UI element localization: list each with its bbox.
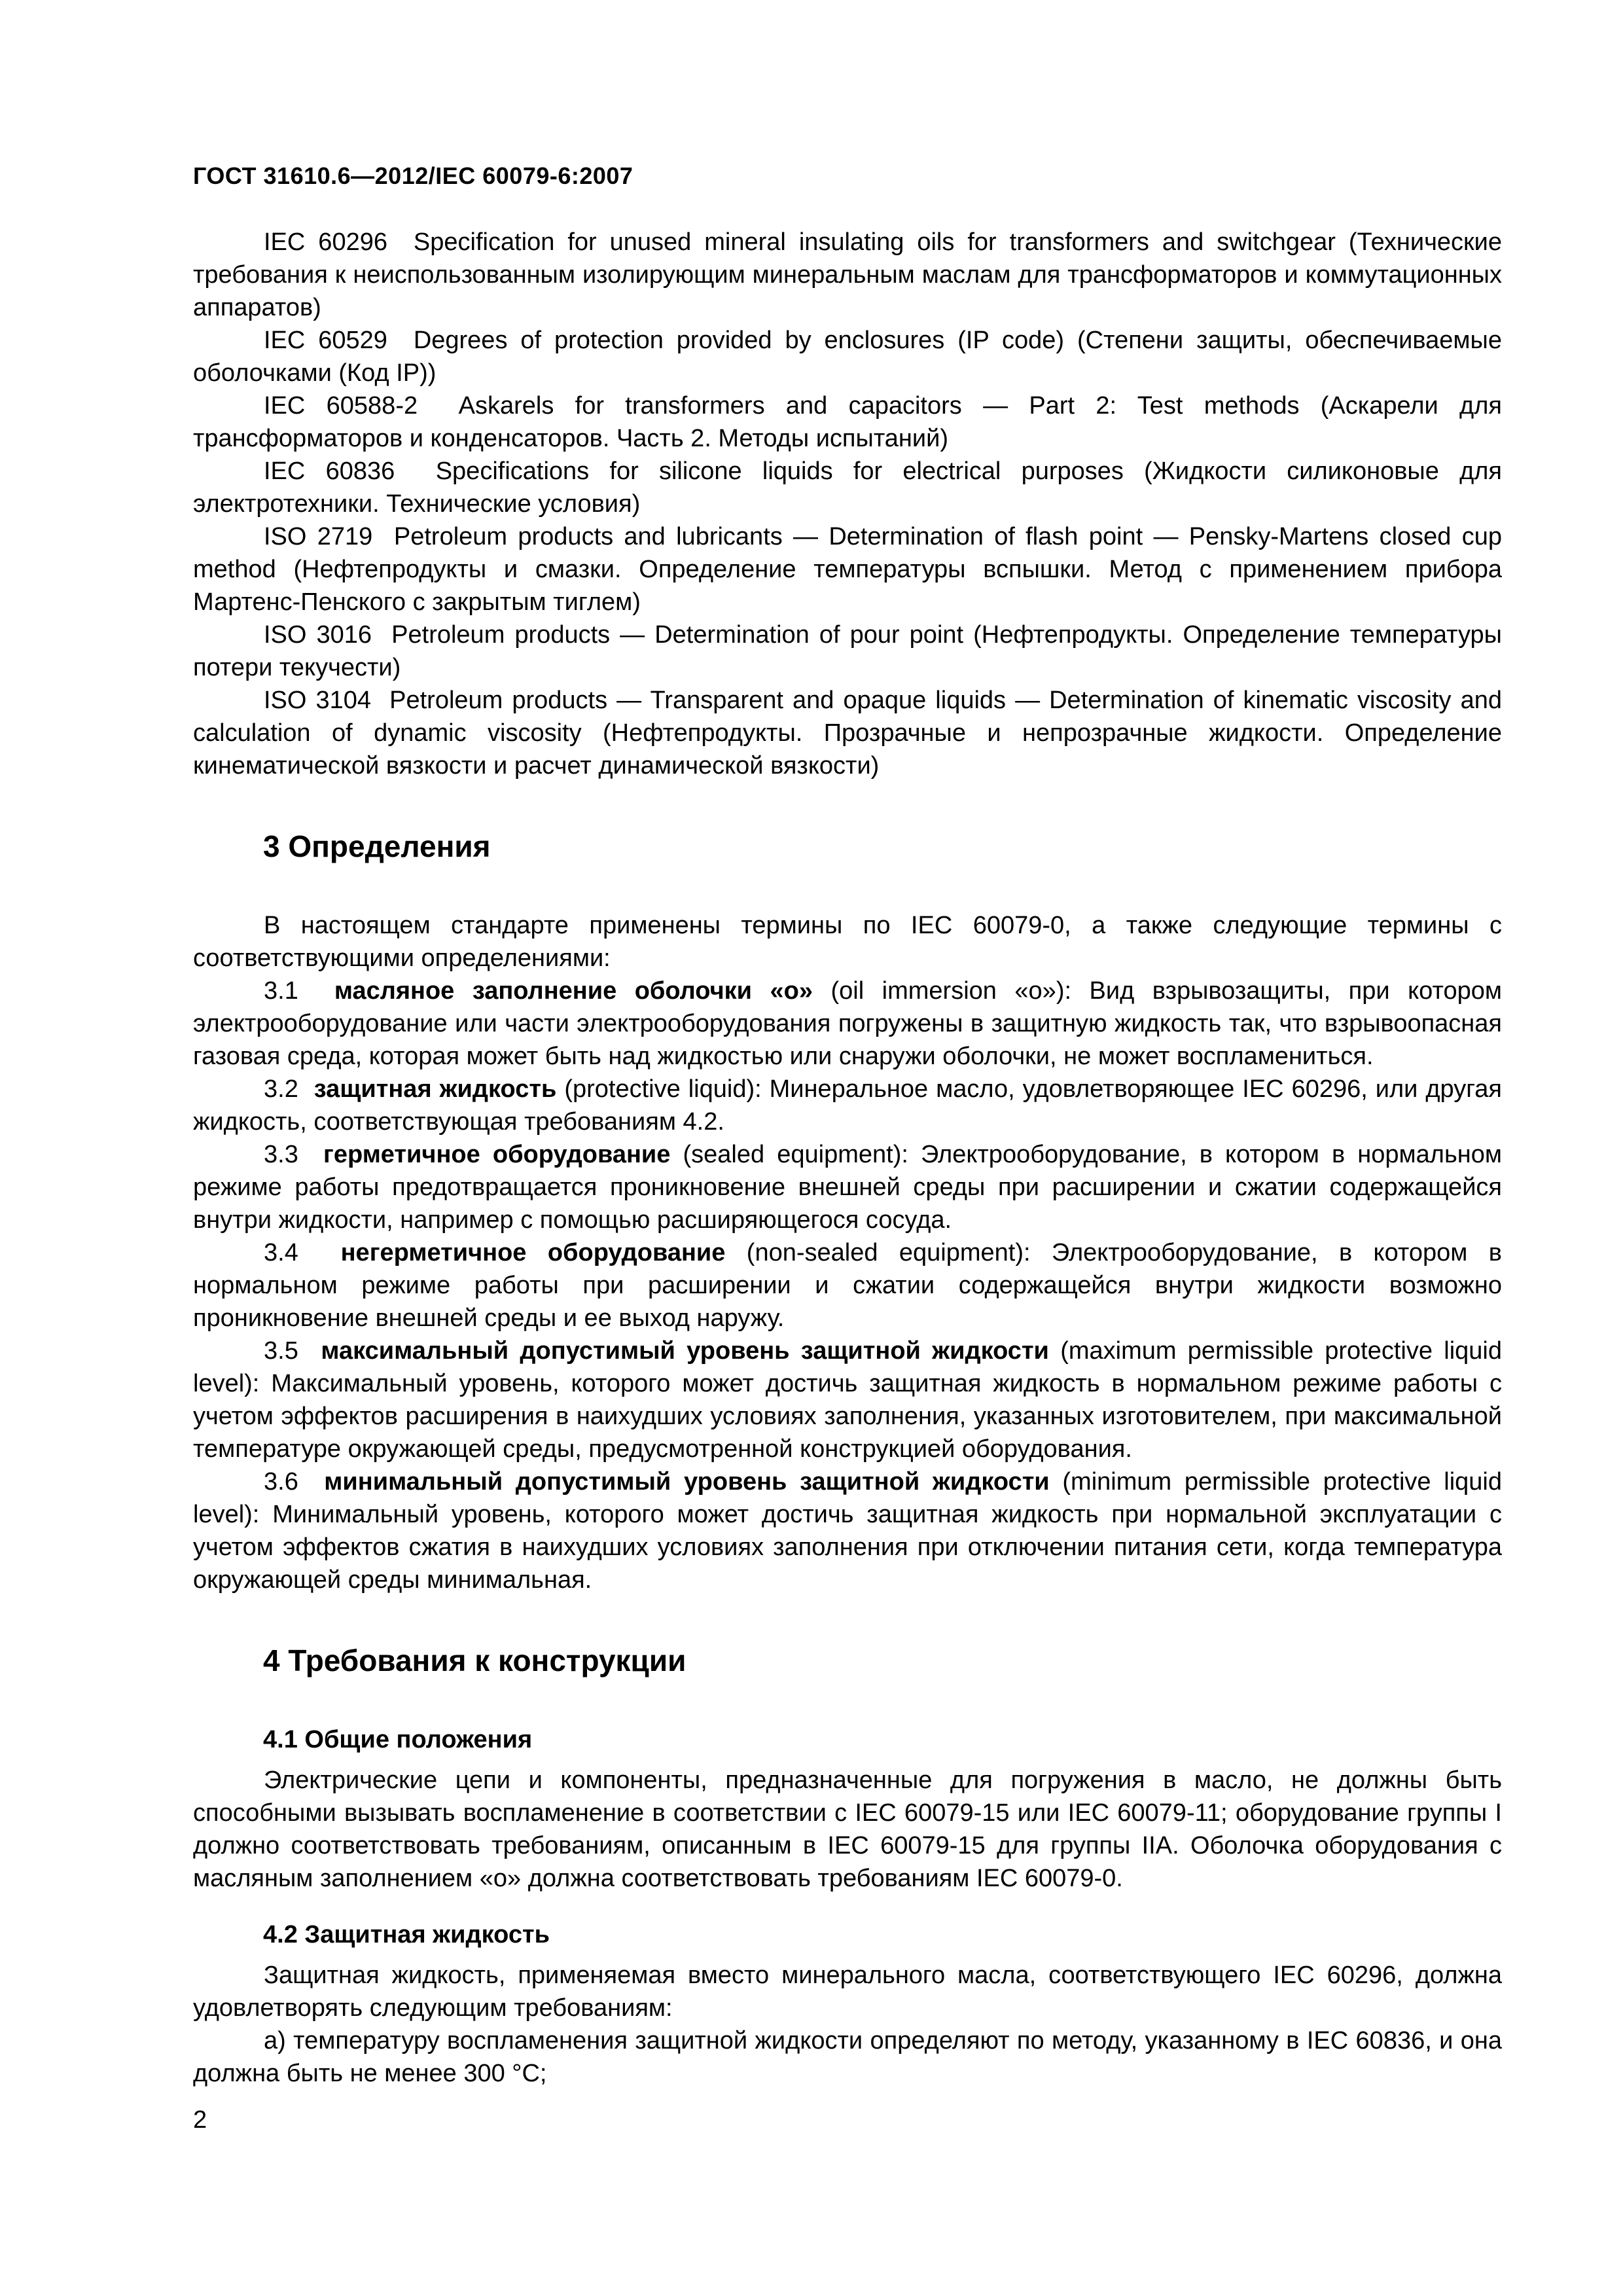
definitions-intro: В настоящем стандарте применены термины по IEC 60079-0, а также следующие термины с соответствующими определениями: bbox=[193, 912, 1502, 972]
definition-item bbox=[193, 1236, 1502, 1335]
reference-entry bbox=[193, 520, 1502, 619]
definition-term: герметичное оборудование bbox=[323, 1141, 671, 1168]
definition-item bbox=[193, 1138, 1502, 1236]
definition-text: (protective liquid): Минеральное масло, удовлетворяющее IEC 60296, или другая жидкость, соответствующая требованиям 4.2. bbox=[193, 1075, 1502, 1136]
definition-item bbox=[193, 975, 1502, 1073]
definitions-section bbox=[193, 909, 1502, 1596]
reference-code: IEC 60529 bbox=[264, 327, 387, 354]
reference-text: Degrees of protection provided by enclosures (IP code) (Степени защиты, обеспечиваемые оболочками (Код IP)) bbox=[193, 327, 1502, 387]
subsection-4-1-heading: 4.1 Общие положения bbox=[263, 1726, 533, 1753]
reference-entry bbox=[193, 619, 1502, 684]
reference-code: ISO 3104 bbox=[264, 687, 372, 714]
definition-number: 3.4 bbox=[264, 1239, 298, 1266]
subsection-4-2-heading: 4.2 Защитная жидкость bbox=[263, 1921, 550, 1948]
reference-entry bbox=[193, 455, 1502, 520]
definition-text: (maximum permissible protective liquid level): Максимальный уровень, которого может достичь защитная жидкость в нормальном режиме работы с учетом эффектов расширения в наихудших условиях заполнения, указанных изготовителем, при максимальной температуре окружающей среды, предусмотренной конструкцией оборудования. bbox=[193, 1337, 1502, 1463]
reference-code: IEC 60296 bbox=[264, 228, 387, 256]
definition-number: 3.3 bbox=[264, 1141, 298, 1168]
definition-term: защитная жидкость bbox=[313, 1075, 557, 1103]
reference-code: ISO 2719 bbox=[264, 523, 373, 550]
definition-item bbox=[193, 1465, 1502, 1596]
subsection-4-1-text: Электрические цепи и компоненты, предназначенные для погружения в масло, не должны быть способными вызывать воспламенение в соответствии с IEC 60079-15 или IEC 60079-11; оборудование группы I должно соответствовать требованиям, описанным в IEC 60079-15 для группы IIA. Оболочка оборудования с масляным заполнением «о» должна соответствовать требованиям IEC 60079-0. bbox=[193, 1767, 1502, 1892]
reference-text: Specification for unused mineral insulating oils for transformers and switchgear (Технические требования к неиспользованным изолирующим минеральным маслам для трансформаторов и коммутационных аппаратов) bbox=[193, 228, 1502, 321]
definition-number: 3.2 bbox=[264, 1075, 298, 1103]
reference-entry bbox=[193, 389, 1502, 455]
definition-term: максимальный допустимый уровень защитной жидкости bbox=[321, 1337, 1049, 1365]
reference-text: Petroleum products — Transparent and opaque liquids — Determination of kinematic viscosity and calculation of dynamic viscosity (Нефтепродукты. Прозрачные и непрозрачные жидкости. Определение кинематической вязкости и расчет динамической вязкости) bbox=[193, 687, 1502, 780]
reference-entry bbox=[193, 226, 1502, 324]
reference-code: ISO 3016 bbox=[264, 621, 372, 649]
definition-term: масляное заполнение оболочки «о» bbox=[334, 977, 813, 1005]
document-header: ГОСТ 31610.6—2012/IEC 60079-6:2007 bbox=[193, 162, 633, 189]
definition-term: негерметичное оборудование bbox=[340, 1239, 726, 1266]
reference-entry bbox=[193, 684, 1502, 782]
reference-entry bbox=[193, 324, 1502, 389]
normative-references bbox=[193, 226, 1502, 782]
definition-text: (minimum permissible protective liquid level): Минимальный уровень, которого может достичь защитная жидкость при нормальной эксплуатации с учетом эффектов сжатия в наихудших условиях заполнения при отключении питания сети, когда температура окружающей среды минимальная. bbox=[193, 1468, 1502, 1594]
definition-text: (oil immersion «о»): Вид взрывозащиты, при котором электрооборудование или части электрооборудования погружены в защитную жидкость так, что взрывоопасная газовая среда, которая может быть над жидкостью или снаружи оболочки, не может воспламениться. bbox=[193, 977, 1502, 1070]
definition-term: минимальный допустимый уровень защитной жидкости bbox=[324, 1468, 1050, 1496]
reference-text: Askarels for transformers and capacitors — Part 2: Test methods (Аскарели для трансформаторов и конденсаторов. Часть 2. Методы испытаний) bbox=[193, 392, 1502, 452]
definition-number: 3.1 bbox=[264, 977, 298, 1005]
definition-item bbox=[193, 1335, 1502, 1465]
subsection-4-2-text: Защитная жидкость, применяемая вместо минерального масла, соответствующего IEC 60296, должна удовлетворять следующим требованиям: bbox=[193, 1962, 1502, 2022]
definition-text: (non-sealed equipment): Электрооборудование, в котором в нормальном режиме работы при расширении и сжатии содержащейся внутри жидкости возможно проникновение внешней среды и ее выход наружу. bbox=[193, 1239, 1502, 1332]
construction-requirements-section bbox=[193, 1723, 1502, 2090]
section-3-heading: 3 Определения bbox=[263, 829, 491, 863]
definition-item bbox=[193, 1073, 1502, 1138]
page-content bbox=[193, 226, 1502, 2090]
definition-text: (sealed equipment): Электрооборудование, в котором в нормальном режиме работы предотвращается проникновение внешней среды при расширении и сжатии содержащейся внутри жидкости, например с помощью расширяющегося сосуда. bbox=[193, 1141, 1502, 1234]
reference-text: Petroleum products and lubricants — Determination of flash point — Pensky-Martens closed cup method (Нефтепродукты и смазки. Определение температуры вспышки. Метод с применением прибора Мартенс-Пенского с закрытым тиглем) bbox=[193, 523, 1502, 616]
reference-code: IEC 60836 bbox=[264, 457, 395, 485]
section-4-heading: 4 Требования к конструкции bbox=[263, 1643, 687, 1677]
page-number: 2 bbox=[193, 2106, 207, 2134]
definition-number: 3.6 bbox=[264, 1468, 298, 1496]
reference-text: Petroleum products — Determination of pour point (Нефтепродукты. Определение температуры потери текучести) bbox=[193, 621, 1502, 681]
requirement-item-a: а) температуру воспламенения защитной жидкости определяют по методу, указанному в IEC 60836, и она должна быть не менее 300 °С; bbox=[193, 2027, 1502, 2087]
reference-code: IEC 60588-2 bbox=[264, 392, 418, 420]
reference-text: Specifications for silicone liquids for electrical purposes (Жидкости силиконовые для электротехники. Технические условия) bbox=[193, 457, 1502, 518]
definition-number: 3.5 bbox=[264, 1337, 298, 1365]
